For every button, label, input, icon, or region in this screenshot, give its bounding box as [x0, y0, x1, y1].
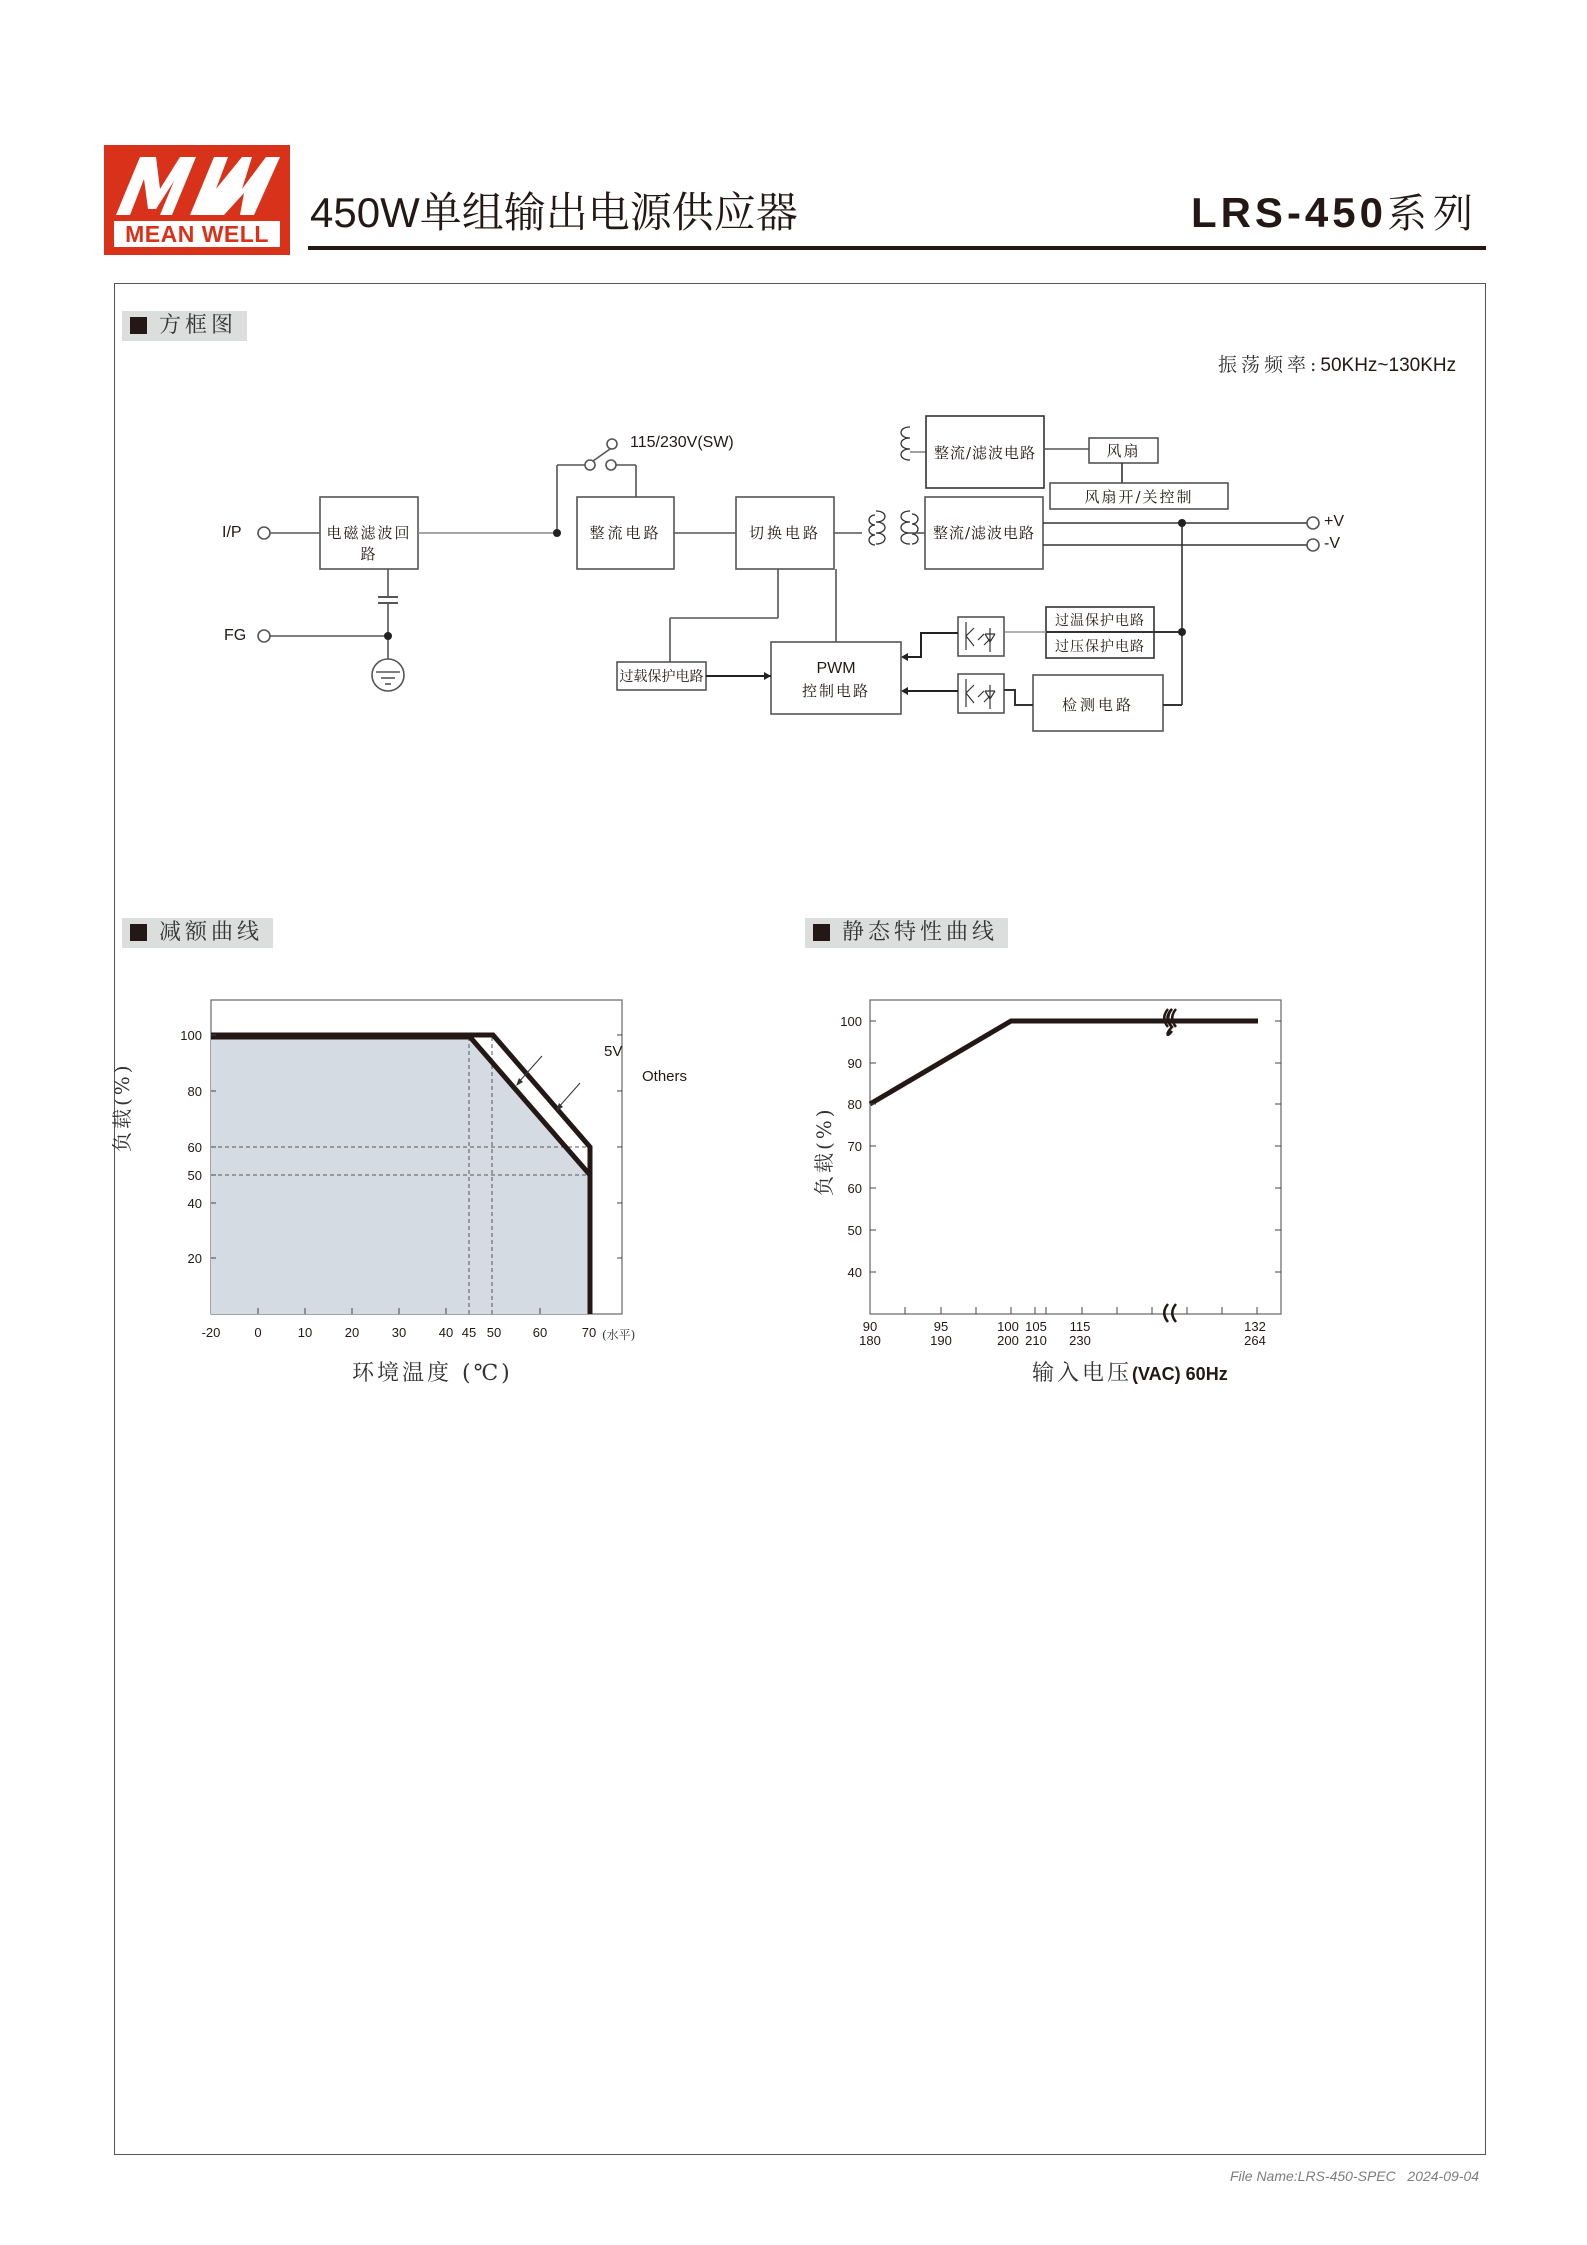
voltage-switch-label: 115/230V(SW) — [630, 434, 734, 451]
static-x-axis-label: 输入电压(VAC) 60Hz — [1032, 1361, 1228, 1386]
section-header-static-curve: 静态特性曲线 — [805, 918, 1008, 948]
series-suffix: 系列 — [1387, 191, 1479, 237]
svg-text:20: 20 — [344, 1325, 360, 1340]
svg-text:100: 100 — [180, 1028, 202, 1043]
square-bullet-icon — [130, 924, 147, 941]
footer-file-info: File Name:LRS-450-SPEC 2024-09-04 — [1230, 2168, 1480, 2184]
svg-text:10: 10 — [297, 1325, 313, 1340]
over-voltage-protection-block: 过压保护电路 — [1055, 639, 1145, 655]
negative-output-label: -V — [1324, 535, 1340, 552]
section-header-block-diagram: 方框图 — [122, 311, 247, 341]
over-temperature-protection-block: 过温保护电路 — [1055, 613, 1145, 629]
svg-text:115: 115 — [1069, 1319, 1091, 1334]
svg-text:70: 70 — [847, 1139, 862, 1154]
svg-text:190: 190 — [930, 1333, 952, 1348]
svg-text:90: 90 — [862, 1319, 878, 1334]
positive-output-label: +V — [1324, 513, 1345, 530]
page-title: 450W单组输出电源供应器 — [310, 189, 798, 236]
emi-filter-block: 电磁滤波回路 — [326, 524, 412, 563]
svg-text:132: 132 — [1244, 1319, 1266, 1334]
overload-protection-block: 过载保护电路 — [619, 669, 704, 685]
svg-text:80: 80 — [847, 1097, 862, 1112]
svg-text:105: 105 — [1025, 1319, 1047, 1334]
svg-text:100: 100 — [997, 1319, 1019, 1334]
model-name: LRS-450 — [1190, 189, 1387, 236]
svg-text:40: 40 — [187, 1196, 202, 1211]
section-header-derating-curve: 减额曲线 — [122, 918, 273, 948]
rectifier-block: 整流电路 — [589, 524, 662, 542]
svg-text:0: 0 — [254, 1325, 262, 1340]
derating-chart — [140, 990, 760, 1390]
svg-text:40: 40 — [438, 1325, 454, 1340]
oscillation-frequency: 振荡频率:50KHz~130KHz — [1218, 354, 1457, 376]
svg-text:180: 180 — [859, 1333, 881, 1348]
svg-text:200: 200 — [997, 1333, 1019, 1348]
pwm-control-block: 控制电路 — [801, 682, 870, 700]
fan-rectifier-filter-block: 整流/滤波电路 — [933, 444, 1037, 462]
svg-text:95: 95 — [933, 1319, 949, 1334]
svg-text:50: 50 — [486, 1325, 502, 1340]
input-terminal-label: I/P — [222, 524, 242, 541]
svg-text:80: 80 — [187, 1084, 202, 1099]
detection-block: 检测电路 — [1061, 696, 1134, 714]
svg-text:30: 30 — [391, 1325, 407, 1340]
svg-text:40: 40 — [847, 1265, 862, 1280]
svg-text:90: 90 — [847, 1056, 862, 1071]
svg-text:60: 60 — [847, 1181, 862, 1196]
svg-text:60: 60 — [187, 1140, 202, 1155]
svg-text:60: 60 — [532, 1325, 548, 1340]
svg-text:100: 100 — [840, 1014, 862, 1029]
svg-text:20: 20 — [187, 1251, 202, 1266]
svg-text:50: 50 — [187, 1168, 202, 1183]
svg-text:210: 210 — [1025, 1333, 1047, 1348]
switching-block: 切换电路 — [748, 524, 821, 542]
fan-block: 风扇 — [1106, 442, 1141, 460]
logo-brand-text: MEAN WELL — [114, 221, 280, 247]
static-y-axis-label: 负载(%) — [812, 1106, 836, 1196]
svg-text:230: 230 — [1069, 1333, 1091, 1348]
fg-terminal-label: FG — [224, 627, 247, 644]
label-5v: 5V — [604, 1043, 623, 1060]
svg-text:264: 264 — [1244, 1333, 1266, 1348]
svg-text:-20: -20 — [201, 1325, 221, 1340]
x-axis-suffix: (水平) — [602, 1328, 636, 1342]
pwm-block-title: PWM — [816, 660, 856, 677]
derating-y-axis-label: 负载(%) — [110, 1062, 134, 1152]
output-rectifier-filter-block: 整流/滤波电路 — [932, 524, 1036, 542]
fan-control-block: 风扇开/关控制 — [1084, 488, 1194, 506]
square-bullet-icon — [813, 924, 830, 941]
svg-text:50: 50 — [847, 1223, 862, 1238]
static-characteristic-chart — [790, 990, 1410, 1390]
svg-text:45: 45 — [461, 1325, 477, 1340]
derating-x-axis-label: 环境温度 (℃) — [352, 1361, 513, 1386]
svg-text:70: 70 — [581, 1325, 597, 1340]
label-others: Others — [642, 1068, 688, 1085]
